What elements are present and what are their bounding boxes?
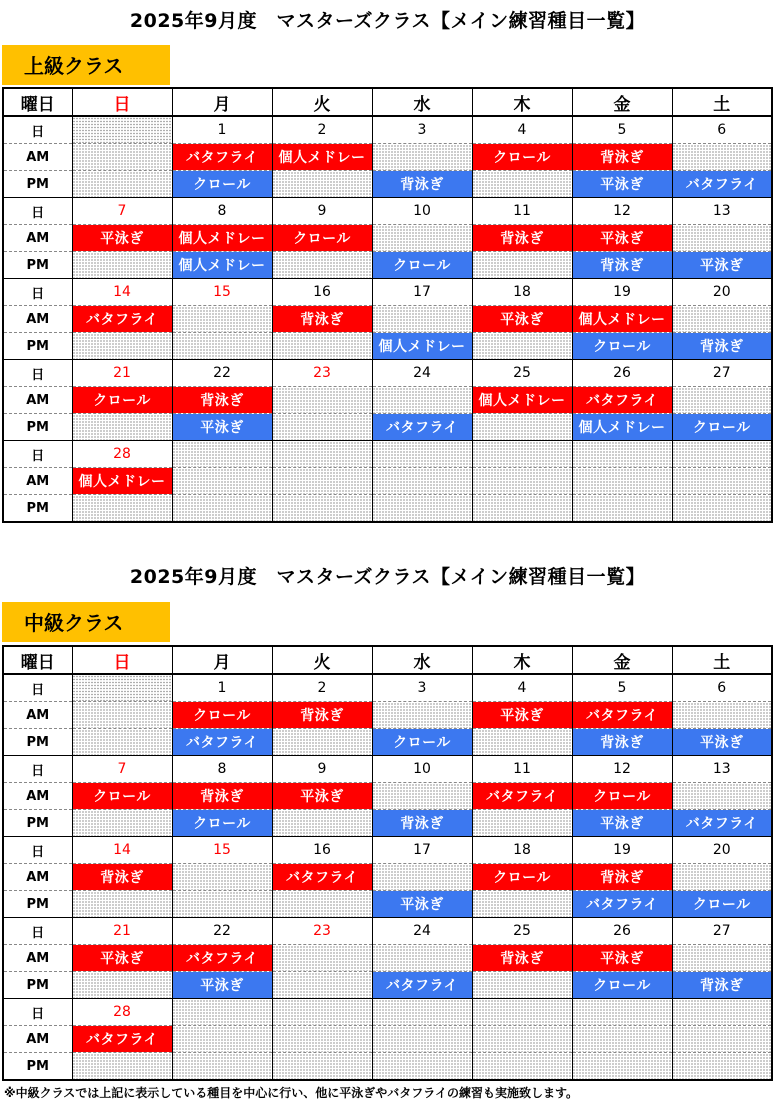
pm-event-cell <box>72 891 172 918</box>
am-row <box>3 1026 772 1053</box>
pm-row <box>3 333 772 360</box>
date-cell: 19 <box>572 279 672 306</box>
row-label-am: AM <box>3 945 72 972</box>
pm-event-cell <box>72 972 172 999</box>
pm-event-cell <box>172 1053 272 1081</box>
pm-event-cell: 背泳ぎ <box>572 729 672 756</box>
date-row <box>3 918 772 945</box>
date-cell: 20 <box>672 837 772 864</box>
am-event-cell <box>372 225 472 252</box>
weekday-header-cell: 木 <box>472 88 572 116</box>
schedule-title: 2025年9月度 マスターズクラス【メイン練習種目一覧】 <box>129 10 646 32</box>
am-event-cell: 背泳ぎ <box>572 144 672 171</box>
pm-event-cell <box>172 333 272 360</box>
row-label-date: 日 <box>3 116 72 144</box>
pm-event-cell <box>272 495 372 523</box>
am-row <box>3 864 772 891</box>
date-cell: 8 <box>172 198 272 225</box>
pm-event-cell <box>272 729 372 756</box>
pm-event-cell: 平泳ぎ <box>372 891 472 918</box>
class-label-intermediate: 中級クラス <box>2 602 170 642</box>
pm-event-cell: クロール <box>572 333 672 360</box>
pm-event-cell: 平泳ぎ <box>672 729 772 756</box>
row-label-pm: PM <box>3 495 72 523</box>
am-event-cell: 背泳ぎ <box>472 945 572 972</box>
date-cell: 26 <box>572 360 672 387</box>
am-event-cell: バタフライ <box>272 864 372 891</box>
footnote: ※中級クラスでは上記に表示している種目を中心に行い、他に平泳ぎやバタフライの練習も実施致します。 <box>4 1086 578 1100</box>
pm-event-cell: 背泳ぎ <box>372 810 472 837</box>
date-cell <box>172 999 272 1026</box>
pm-event-cell: 背泳ぎ <box>672 972 772 999</box>
row-label-am: AM <box>3 387 72 414</box>
pm-event-cell <box>472 810 572 837</box>
pm-event-cell: バタフライ <box>372 972 472 999</box>
pm-row <box>3 891 772 918</box>
am-event-cell <box>372 387 472 414</box>
am-event-cell: バタフライ <box>572 702 672 729</box>
am-row <box>3 144 772 171</box>
am-event-cell: クロール <box>472 864 572 891</box>
am-event-cell: 背泳ぎ <box>472 225 572 252</box>
am-row <box>3 945 772 972</box>
pm-event-cell <box>72 414 172 441</box>
date-cell: 22 <box>172 360 272 387</box>
pm-event-cell: 背泳ぎ <box>672 333 772 360</box>
schedule-title: 2025年9月度 マスターズクラス【メイン練習種目一覧】 <box>129 566 646 588</box>
am-event-cell <box>672 306 772 333</box>
pm-event-cell <box>272 333 372 360</box>
pm-event-cell: 平泳ぎ <box>172 972 272 999</box>
date-cell: 11 <box>472 756 572 783</box>
pm-event-cell <box>372 495 472 523</box>
date-cell: 6 <box>672 116 772 144</box>
pm-event-cell: クロール <box>172 810 272 837</box>
date-cell: 14 <box>72 837 172 864</box>
am-event-cell <box>272 387 372 414</box>
pm-event-cell <box>472 1053 572 1081</box>
row-label-date: 日 <box>3 198 72 225</box>
am-event-cell: 背泳ぎ <box>172 783 272 810</box>
am-event-cell <box>372 702 472 729</box>
date-row <box>3 837 772 864</box>
date-cell: 26 <box>572 918 672 945</box>
am-event-cell <box>272 1026 372 1053</box>
date-cell: 27 <box>672 918 772 945</box>
am-event-cell: バタフライ <box>172 945 272 972</box>
am-event-cell: バタフライ <box>172 144 272 171</box>
pm-event-cell <box>472 414 572 441</box>
pm-event-cell <box>72 495 172 523</box>
am-row <box>3 225 772 252</box>
date-cell: 20 <box>672 279 772 306</box>
date-cell: 10 <box>372 198 472 225</box>
weekday-header-row <box>3 646 772 674</box>
am-event-cell <box>172 306 272 333</box>
row-label-date: 日 <box>3 837 72 864</box>
pm-event-cell: 背泳ぎ <box>572 252 672 279</box>
row-label-date: 日 <box>3 918 72 945</box>
pm-event-cell <box>72 810 172 837</box>
pm-event-cell <box>472 972 572 999</box>
pm-event-cell: クロール <box>372 729 472 756</box>
date-cell: 3 <box>372 674 472 702</box>
am-event-cell: バタフライ <box>72 306 172 333</box>
row-label-pm: PM <box>3 891 72 918</box>
am-event-cell: 背泳ぎ <box>172 387 272 414</box>
date-cell: 9 <box>272 198 372 225</box>
date-cell: 15 <box>172 837 272 864</box>
row-label-date: 日 <box>3 441 72 468</box>
am-event-cell: 個人メドレー <box>272 144 372 171</box>
weekday-header-cell: 木 <box>472 646 572 674</box>
pm-event-cell: バタフライ <box>572 891 672 918</box>
pm-event-cell: 平泳ぎ <box>672 252 772 279</box>
date-cell: 17 <box>372 837 472 864</box>
row-label-date: 日 <box>3 674 72 702</box>
pm-event-cell: 個人メドレー <box>172 252 272 279</box>
pm-event-cell <box>172 495 272 523</box>
am-event-cell <box>472 468 572 495</box>
date-cell: 2 <box>272 674 372 702</box>
pm-event-cell: 個人メドレー <box>572 414 672 441</box>
row-label-pm: PM <box>3 252 72 279</box>
pm-event-cell <box>272 972 372 999</box>
row-label-am: AM <box>3 306 72 333</box>
date-cell: 24 <box>372 360 472 387</box>
date-row <box>3 756 772 783</box>
date-cell: 21 <box>72 918 172 945</box>
date-cell <box>572 999 672 1026</box>
calendar-table-intermediate <box>2 645 773 1081</box>
date-cell: 17 <box>372 279 472 306</box>
date-row <box>3 674 772 702</box>
date-cell: 4 <box>472 674 572 702</box>
date-row <box>3 198 772 225</box>
date-cell: 15 <box>172 279 272 306</box>
pm-row <box>3 729 772 756</box>
am-row <box>3 783 772 810</box>
weekday-header-row <box>3 88 772 116</box>
am-event-cell: 平泳ぎ <box>72 225 172 252</box>
am-event-cell <box>672 864 772 891</box>
am-event-cell <box>672 387 772 414</box>
am-event-cell <box>372 864 472 891</box>
am-event-cell: 平泳ぎ <box>72 945 172 972</box>
pm-event-cell <box>72 171 172 198</box>
pm-event-cell <box>672 495 772 523</box>
weekday-header-label: 曜日 <box>3 646 72 674</box>
am-event-cell <box>172 468 272 495</box>
row-label-date: 日 <box>3 279 72 306</box>
am-event-cell <box>572 1026 672 1053</box>
date-cell: 28 <box>72 441 172 468</box>
weekday-header-cell: 日 <box>72 88 172 116</box>
pm-event-cell: クロール <box>572 972 672 999</box>
am-event-cell <box>72 702 172 729</box>
am-event-cell <box>672 1026 772 1053</box>
date-cell: 8 <box>172 756 272 783</box>
date-cell: 5 <box>572 674 672 702</box>
date-cell <box>172 441 272 468</box>
am-event-cell: 平泳ぎ <box>272 783 372 810</box>
calendar-table-advanced <box>2 87 773 523</box>
row-label-am: AM <box>3 1026 72 1053</box>
am-event-cell <box>372 306 472 333</box>
row-label-date: 日 <box>3 360 72 387</box>
am-event-cell: 平泳ぎ <box>572 945 672 972</box>
date-cell: 16 <box>272 279 372 306</box>
am-event-cell: クロール <box>172 702 272 729</box>
date-cell <box>72 116 172 144</box>
row-label-am: AM <box>3 783 72 810</box>
pm-event-cell: バタフライ <box>172 729 272 756</box>
date-cell: 24 <box>372 918 472 945</box>
weekday-header-cell: 水 <box>372 88 472 116</box>
date-cell <box>472 999 572 1026</box>
pm-event-cell: バタフライ <box>672 171 772 198</box>
pm-row <box>3 1053 772 1081</box>
pm-event-cell <box>472 171 572 198</box>
pm-event-cell <box>72 729 172 756</box>
am-event-cell: 個人メドレー <box>172 225 272 252</box>
weekday-header-cell: 金 <box>572 646 672 674</box>
am-event-cell: クロール <box>72 387 172 414</box>
pm-event-cell: クロール <box>672 891 772 918</box>
date-cell <box>272 441 372 468</box>
date-cell <box>672 999 772 1026</box>
date-cell <box>272 999 372 1026</box>
am-event-cell: 個人メドレー <box>72 468 172 495</box>
date-cell: 13 <box>672 198 772 225</box>
am-event-cell <box>272 468 372 495</box>
row-label-pm: PM <box>3 729 72 756</box>
pm-row <box>3 810 772 837</box>
pm-event-cell <box>472 891 572 918</box>
date-cell: 13 <box>672 756 772 783</box>
pm-event-cell <box>572 495 672 523</box>
date-cell: 19 <box>572 837 672 864</box>
pm-event-cell: 平泳ぎ <box>172 414 272 441</box>
pm-row <box>3 252 772 279</box>
am-event-cell: バタフライ <box>572 387 672 414</box>
am-event-cell <box>372 945 472 972</box>
weekday-header-cell: 火 <box>272 646 372 674</box>
am-row <box>3 468 772 495</box>
am-event-cell: 背泳ぎ <box>272 702 372 729</box>
pm-event-cell: バタフライ <box>672 810 772 837</box>
date-row <box>3 441 772 468</box>
am-row <box>3 306 772 333</box>
date-cell: 2 <box>272 116 372 144</box>
pm-row <box>3 414 772 441</box>
date-cell: 5 <box>572 116 672 144</box>
row-label-am: AM <box>3 144 72 171</box>
row-label-am: AM <box>3 702 72 729</box>
date-cell: 10 <box>372 756 472 783</box>
date-cell: 1 <box>172 674 272 702</box>
row-label-pm: PM <box>3 972 72 999</box>
am-event-cell <box>672 225 772 252</box>
pm-event-cell: バタフライ <box>372 414 472 441</box>
row-label-pm: PM <box>3 414 72 441</box>
am-event-cell: 背泳ぎ <box>72 864 172 891</box>
pm-row <box>3 171 772 198</box>
am-event-cell: 平泳ぎ <box>472 306 572 333</box>
date-row <box>3 360 772 387</box>
date-cell: 3 <box>372 116 472 144</box>
pm-event-cell: 平泳ぎ <box>572 171 672 198</box>
am-event-cell <box>72 144 172 171</box>
am-event-cell <box>672 783 772 810</box>
row-label-pm: PM <box>3 333 72 360</box>
date-cell: 11 <box>472 198 572 225</box>
date-cell: 1 <box>172 116 272 144</box>
pm-event-cell <box>472 729 572 756</box>
pm-event-cell: クロール <box>372 252 472 279</box>
pm-event-cell <box>672 1053 772 1081</box>
am-event-cell: クロール <box>72 783 172 810</box>
date-row <box>3 279 772 306</box>
pm-event-cell <box>72 333 172 360</box>
am-event-cell: クロール <box>272 225 372 252</box>
row-label-pm: PM <box>3 810 72 837</box>
pm-event-cell: 平泳ぎ <box>572 810 672 837</box>
pm-event-cell: クロール <box>672 414 772 441</box>
am-event-cell <box>372 468 472 495</box>
weekday-header-cell: 土 <box>672 646 772 674</box>
date-cell: 7 <box>72 198 172 225</box>
row-label-am: AM <box>3 864 72 891</box>
date-cell: 12 <box>572 756 672 783</box>
weekday-header-cell: 火 <box>272 88 372 116</box>
date-cell: 9 <box>272 756 372 783</box>
date-cell: 18 <box>472 279 572 306</box>
date-cell <box>372 441 472 468</box>
date-cell: 23 <box>272 360 372 387</box>
pm-event-cell <box>472 495 572 523</box>
date-cell <box>72 674 172 702</box>
am-event-cell: 背泳ぎ <box>572 864 672 891</box>
date-cell: 25 <box>472 360 572 387</box>
date-cell: 22 <box>172 918 272 945</box>
pm-event-cell <box>572 1053 672 1081</box>
weekday-header-cell: 月 <box>172 88 272 116</box>
date-cell: 4 <box>472 116 572 144</box>
pm-event-cell <box>272 252 372 279</box>
am-event-cell <box>372 1026 472 1053</box>
am-event-cell: バタフライ <box>472 783 572 810</box>
am-event-cell: 個人メドレー <box>472 387 572 414</box>
row-label-pm: PM <box>3 171 72 198</box>
pm-event-cell <box>272 1053 372 1081</box>
pm-event-cell <box>272 171 372 198</box>
date-cell: 12 <box>572 198 672 225</box>
pm-event-cell <box>172 891 272 918</box>
am-event-cell: 個人メドレー <box>572 306 672 333</box>
am-event-cell: 背泳ぎ <box>272 306 372 333</box>
pm-event-cell <box>272 414 372 441</box>
date-cell: 14 <box>72 279 172 306</box>
date-cell <box>672 441 772 468</box>
date-cell <box>372 999 472 1026</box>
am-event-cell <box>672 144 772 171</box>
am-event-cell: バタフライ <box>72 1026 172 1053</box>
row-label-am: AM <box>3 468 72 495</box>
pm-row <box>3 495 772 523</box>
am-event-cell <box>672 945 772 972</box>
date-cell: 28 <box>72 999 172 1026</box>
pm-event-cell: 背泳ぎ <box>372 171 472 198</box>
weekday-header-cell: 水 <box>372 646 472 674</box>
am-row <box>3 387 772 414</box>
date-cell: 25 <box>472 918 572 945</box>
am-event-cell <box>472 1026 572 1053</box>
pm-event-cell <box>472 252 572 279</box>
weekday-header-cell: 金 <box>572 88 672 116</box>
date-cell <box>572 441 672 468</box>
am-event-cell <box>672 468 772 495</box>
date-cell <box>472 441 572 468</box>
class-label-advanced: 上級クラス <box>2 45 170 85</box>
row-label-am: AM <box>3 225 72 252</box>
date-cell: 18 <box>472 837 572 864</box>
row-label-date: 日 <box>3 999 72 1026</box>
pm-event-cell <box>72 252 172 279</box>
weekday-header-label: 曜日 <box>3 88 72 116</box>
pm-event-cell: クロール <box>172 171 272 198</box>
date-row <box>3 999 772 1026</box>
am-event-cell <box>172 864 272 891</box>
am-event-cell <box>672 702 772 729</box>
pm-event-cell <box>272 891 372 918</box>
am-event-cell <box>372 783 472 810</box>
pm-event-cell <box>272 810 372 837</box>
row-label-date: 日 <box>3 756 72 783</box>
am-event-cell: クロール <box>472 144 572 171</box>
date-cell: 27 <box>672 360 772 387</box>
am-event-cell <box>372 144 472 171</box>
date-cell: 23 <box>272 918 372 945</box>
weekday-header-cell: 土 <box>672 88 772 116</box>
pm-event-cell: 個人メドレー <box>372 333 472 360</box>
pm-event-cell <box>472 333 572 360</box>
pm-event-cell <box>372 1053 472 1081</box>
date-cell: 7 <box>72 756 172 783</box>
am-event-cell: クロール <box>572 783 672 810</box>
row-label-pm: PM <box>3 1053 72 1081</box>
weekday-header-cell: 日 <box>72 646 172 674</box>
date-cell: 21 <box>72 360 172 387</box>
am-event-cell <box>572 468 672 495</box>
am-event-cell <box>272 945 372 972</box>
pm-row <box>3 972 772 999</box>
am-row <box>3 702 772 729</box>
pm-event-cell <box>72 1053 172 1081</box>
date-row <box>3 116 772 144</box>
date-cell: 6 <box>672 674 772 702</box>
am-event-cell: 平泳ぎ <box>472 702 572 729</box>
am-event-cell: 平泳ぎ <box>572 225 672 252</box>
weekday-header-cell: 月 <box>172 646 272 674</box>
date-cell: 16 <box>272 837 372 864</box>
am-event-cell <box>172 1026 272 1053</box>
